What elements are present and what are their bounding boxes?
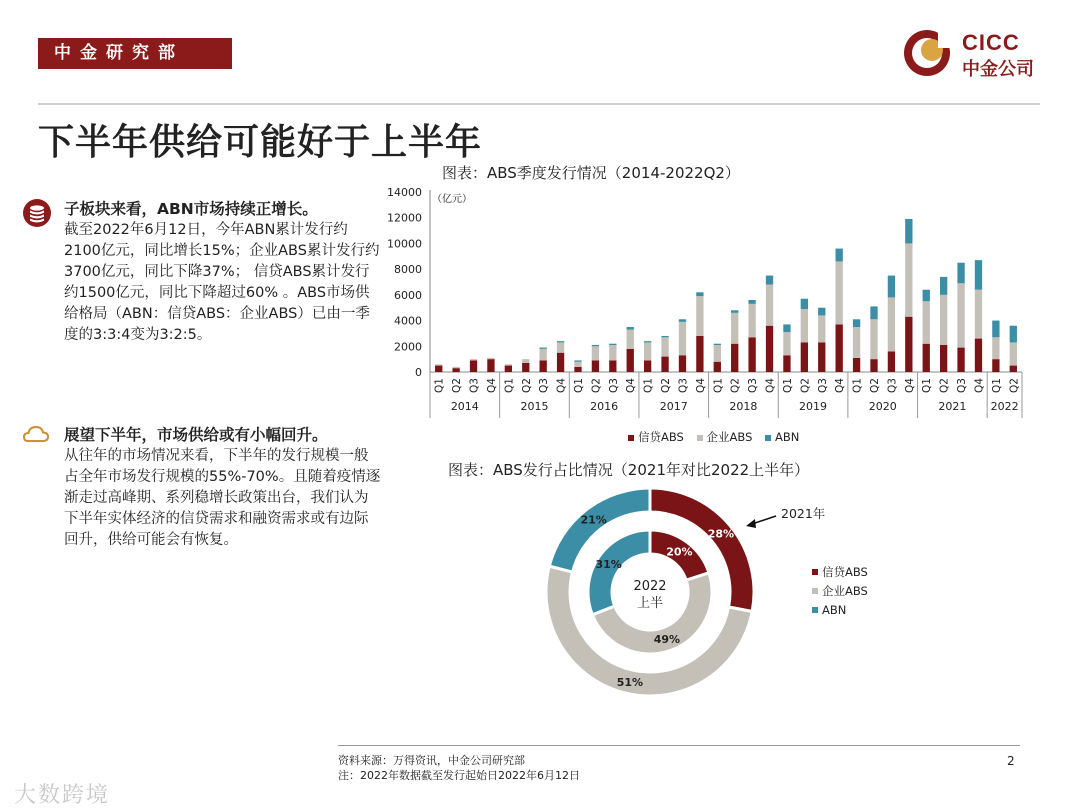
bar-segment	[540, 348, 547, 349]
x-tick-label: Q2	[590, 378, 603, 393]
bar-segment	[748, 304, 755, 337]
bar-segment	[1010, 366, 1017, 372]
bar-segment	[853, 319, 860, 327]
x-tick-label: Q3	[538, 378, 551, 393]
bar-segment	[870, 306, 877, 319]
bullet-1-body: 截至2022年6月12日，今年ABN累计发行约2100亿元，同比增长15%；企业ABS累计发行约3700亿元，同比下降37%； 信贷ABS累计发行约1500亿元，同比下降超过60% 。ABS市场供给格局（ABN：信贷ABS：企业ABS）已由一季度的3:3:4变为3:2:5。	[64, 222, 380, 343]
bar-segment	[818, 308, 825, 316]
bar-segment	[714, 362, 721, 372]
legend-swatch-abn	[765, 435, 771, 441]
bar-segment	[540, 349, 547, 361]
x-tick-label: Q3	[956, 378, 969, 393]
donut-center-label: 2022	[633, 579, 667, 594]
x-tick-label: Q1	[781, 378, 794, 393]
bar-segment	[853, 358, 860, 372]
bar-segment	[505, 364, 512, 365]
bullet-1-head: 子板块来看，ABN市场持续正增长。	[64, 200, 318, 218]
bar-segment	[609, 360, 616, 372]
bar-segment	[452, 367, 459, 368]
bar-segment	[870, 319, 877, 359]
bar-segment	[644, 360, 651, 372]
x-tick-label: Q3	[886, 378, 899, 393]
inner-data-label: 20%	[666, 545, 693, 559]
bar-segment	[836, 324, 843, 372]
x-tick-label: Q3	[816, 378, 829, 393]
x-tick-label: Q2	[799, 378, 812, 393]
bar-segment	[661, 336, 668, 337]
bar-segment	[748, 337, 755, 372]
bar-segment	[679, 355, 686, 372]
x-tick-label: Q4	[764, 378, 777, 393]
bar-segment	[957, 348, 964, 372]
bar-segment	[540, 360, 547, 372]
bar-segment	[679, 322, 686, 355]
annotation-arrowhead	[746, 519, 756, 528]
legend-label-abn: ABN	[775, 430, 800, 444]
donut-chart-title: 图表：ABS发行占比情况（2021年对比2022上半年）	[448, 461, 810, 479]
page-number: 2	[1007, 754, 1015, 768]
year-label: 2019	[799, 400, 828, 413]
x-tick-label: Q2	[938, 378, 951, 393]
bar-segment	[522, 359, 529, 363]
bar-segment	[992, 321, 999, 338]
x-tick-label: Q2	[869, 378, 881, 393]
bar-segment	[975, 260, 982, 290]
bar-segment	[487, 358, 494, 359]
bar-segment	[783, 324, 790, 332]
cicc-logo	[902, 28, 1048, 80]
donut-legend-label: ABN	[822, 602, 847, 617]
footer-divider	[338, 745, 1020, 746]
header-divider	[38, 103, 1040, 105]
bar-segment	[783, 355, 790, 372]
bar-segment	[731, 344, 738, 372]
cloud-icon	[22, 420, 52, 450]
bar-segment	[766, 326, 773, 372]
coins-icon	[22, 198, 52, 228]
inner-data-label: 31%	[595, 557, 622, 571]
bar-segment	[992, 337, 999, 359]
bar-segment	[766, 285, 773, 326]
donut-legend-swatch-loan-abs	[812, 569, 818, 575]
year-label: 2018	[729, 400, 758, 413]
bar-segment	[992, 359, 999, 372]
bar-segment	[957, 263, 964, 284]
watermark-text: 大数跨境	[14, 783, 111, 808]
bar-segment	[574, 360, 581, 361]
bar-segment	[975, 339, 982, 372]
x-tick-label: Q4	[973, 378, 986, 393]
bar-segment	[644, 342, 651, 360]
donut-legend-swatch-abn	[812, 607, 818, 613]
outer-data-label: 28%	[707, 527, 735, 541]
donut-legend-item	[812, 600, 868, 619]
bar-segment	[557, 353, 564, 372]
bar-segment	[731, 310, 738, 313]
bar-segment	[487, 359, 494, 372]
bar-segment	[609, 344, 616, 345]
bar-segment	[470, 359, 477, 360]
bar-segment	[627, 327, 634, 330]
bar-segment	[923, 290, 930, 302]
legend-swatch-corp-abs	[697, 435, 703, 441]
y-tick-label: 12000	[387, 211, 422, 225]
y-tick-label: 14000	[387, 186, 422, 199]
bar-segment	[975, 290, 982, 339]
year-label: 2015	[520, 400, 549, 413]
year-label: 2017	[659, 400, 688, 413]
bar-segment	[1010, 326, 1017, 343]
logo-text-cn: 中金公司	[962, 59, 1034, 80]
legend-label-corp-abs: 企业ABS	[706, 430, 753, 444]
bar-segment	[923, 301, 930, 343]
x-tick-label: Q4	[485, 378, 498, 393]
bar-segment	[452, 368, 459, 372]
bar-segment	[801, 342, 808, 372]
bar-segment	[731, 313, 738, 344]
x-tick-label: Q1	[851, 378, 864, 393]
x-tick-label: Q1	[921, 378, 934, 393]
x-tick-label: Q3	[747, 378, 760, 393]
bar-segment	[592, 345, 599, 346]
y-tick-label: 0	[415, 366, 422, 379]
bar-segment	[574, 367, 581, 372]
bar-segment	[714, 345, 721, 362]
y-tick-label: 4000	[394, 314, 422, 328]
cicc-logo-icon	[902, 28, 952, 78]
bar-segment	[870, 359, 877, 372]
annotation-arrow	[752, 516, 776, 524]
x-tick-label: Q1	[990, 378, 1003, 393]
x-tick-label: Q4	[834, 378, 847, 393]
bar-segment	[661, 357, 668, 372]
x-tick-label: Q2	[729, 378, 742, 393]
bullet-2-head: 展望下半年，市场供给或有小幅回升。	[64, 426, 328, 444]
donut-legend-swatch-corp-abs	[812, 588, 818, 594]
y-axis-label: （亿元）	[432, 194, 472, 205]
y-tick-label: 2000	[394, 340, 422, 354]
x-tick-label: Q4	[694, 378, 707, 393]
bar-segment	[679, 319, 686, 322]
x-tick-label: Q2	[451, 378, 464, 393]
bar-chart-legend	[628, 429, 799, 445]
outer-data-label: 51%	[616, 675, 644, 689]
inner-data-label: 49%	[653, 633, 681, 647]
bar-segment	[888, 276, 895, 298]
bar-segment	[696, 292, 703, 296]
bar-segment	[940, 295, 947, 345]
bar-segment	[557, 341, 564, 342]
abs-share-donut-chart	[540, 482, 840, 712]
bar-segment	[470, 360, 477, 372]
donut-legend-label: 信贷ABS	[822, 564, 868, 579]
bar-segment	[940, 345, 947, 372]
bar-segment	[888, 297, 895, 351]
donut-legend	[812, 562, 868, 619]
bullet-2-body: 从往年的市场情况来看，下半年的发行规模一般占全年市场发行规模的55%-70%。且随着疫情逐渐走过高峰期、系列稳增长政策出台，我们认为下半年实体经济的信贷需求和融资需求或有边际回升，供给可能会有恢复。	[64, 448, 381, 548]
bar-segment	[836, 249, 843, 262]
bar-segment	[609, 345, 616, 360]
bar-segment	[661, 337, 668, 356]
year-label: 2021	[938, 400, 967, 413]
donut-annotation: 2021年	[781, 506, 826, 521]
donut-center-label: 上半	[636, 596, 664, 611]
page-title: 下半年供给可能好于上半年	[38, 122, 483, 163]
department-banner: 中金研究部	[38, 38, 232, 69]
bar-segment	[766, 276, 773, 285]
outer-data-label: 21%	[580, 513, 607, 527]
footer-note: 注：2022年数据截至发行起始日2022年6月12日	[338, 769, 580, 782]
bar-segment	[836, 261, 843, 324]
bar-segment	[905, 243, 912, 316]
legend-label-loan-abs: 信贷ABS	[638, 430, 684, 444]
year-label: 2022	[990, 400, 1019, 413]
abs-quarterly-bar-chart	[387, 180, 1030, 450]
bar-segment	[557, 342, 564, 352]
bar-segment	[522, 363, 529, 372]
year-label: 2014	[450, 400, 479, 413]
x-tick-label: Q1	[433, 378, 446, 393]
bar-segment	[853, 327, 860, 358]
bar-segment	[801, 309, 808, 342]
bar-segment	[714, 344, 721, 345]
x-tick-label: Q2	[520, 378, 533, 393]
bar-segment	[923, 344, 930, 372]
donut-legend-label: 企业ABS	[822, 583, 868, 598]
bar-segment	[940, 277, 947, 295]
x-tick-label: Q1	[712, 378, 725, 393]
bar-segment	[957, 283, 964, 347]
legend-swatch-loan-abs	[628, 435, 634, 441]
y-tick-label: 10000	[387, 237, 422, 251]
bar-segment	[696, 336, 703, 372]
y-tick-label: 6000	[394, 288, 422, 302]
x-tick-label: Q3	[677, 378, 690, 393]
y-tick-label: 8000	[394, 263, 422, 277]
year-label: 2016	[590, 400, 619, 413]
bar-segment	[783, 332, 790, 355]
bar-segment	[574, 362, 581, 367]
x-tick-label: Q4	[625, 378, 638, 393]
bar-segment	[435, 364, 442, 365]
bar-segment	[905, 219, 912, 243]
bar-segment	[696, 296, 703, 336]
x-tick-label: Q4	[903, 377, 916, 393]
bar-segment	[627, 349, 634, 372]
x-tick-label: Q1	[642, 378, 655, 393]
bar-segment	[748, 300, 755, 304]
x-tick-label: Q1	[503, 378, 516, 393]
bar-segment	[888, 351, 895, 372]
logo-text-en: CICC	[962, 30, 1020, 55]
bar-segment	[801, 299, 808, 309]
year-label: 2020	[868, 400, 897, 413]
x-tick-label: Q2	[660, 378, 673, 393]
bar-segment	[505, 366, 512, 372]
x-tick-label: Q3	[607, 378, 620, 393]
bar-segment	[818, 315, 825, 342]
donut-legend-item	[812, 562, 868, 581]
bullet-2-text	[64, 425, 382, 551]
bar-segment	[1010, 342, 1017, 365]
bar-segment	[644, 341, 651, 342]
bar-chart-title: 图表：ABS季度发行情况（2014-2022Q2）	[442, 164, 740, 182]
bar-segment	[627, 330, 634, 349]
donut-legend-item	[812, 581, 868, 600]
bar-segment	[592, 360, 599, 372]
x-tick-label: Q1	[573, 378, 585, 393]
bullet-1-text	[64, 199, 382, 346]
x-tick-label: Q3	[468, 378, 481, 393]
bar-segment	[592, 346, 599, 360]
bar-segment	[435, 366, 442, 372]
bar-segment	[905, 317, 912, 372]
x-tick-label: Q2	[1008, 378, 1021, 393]
x-tick-label: Q4	[555, 378, 568, 393]
footer-source: 资料来源：万得资讯，中金公司研究部	[338, 754, 525, 767]
bar-segment	[818, 342, 825, 372]
